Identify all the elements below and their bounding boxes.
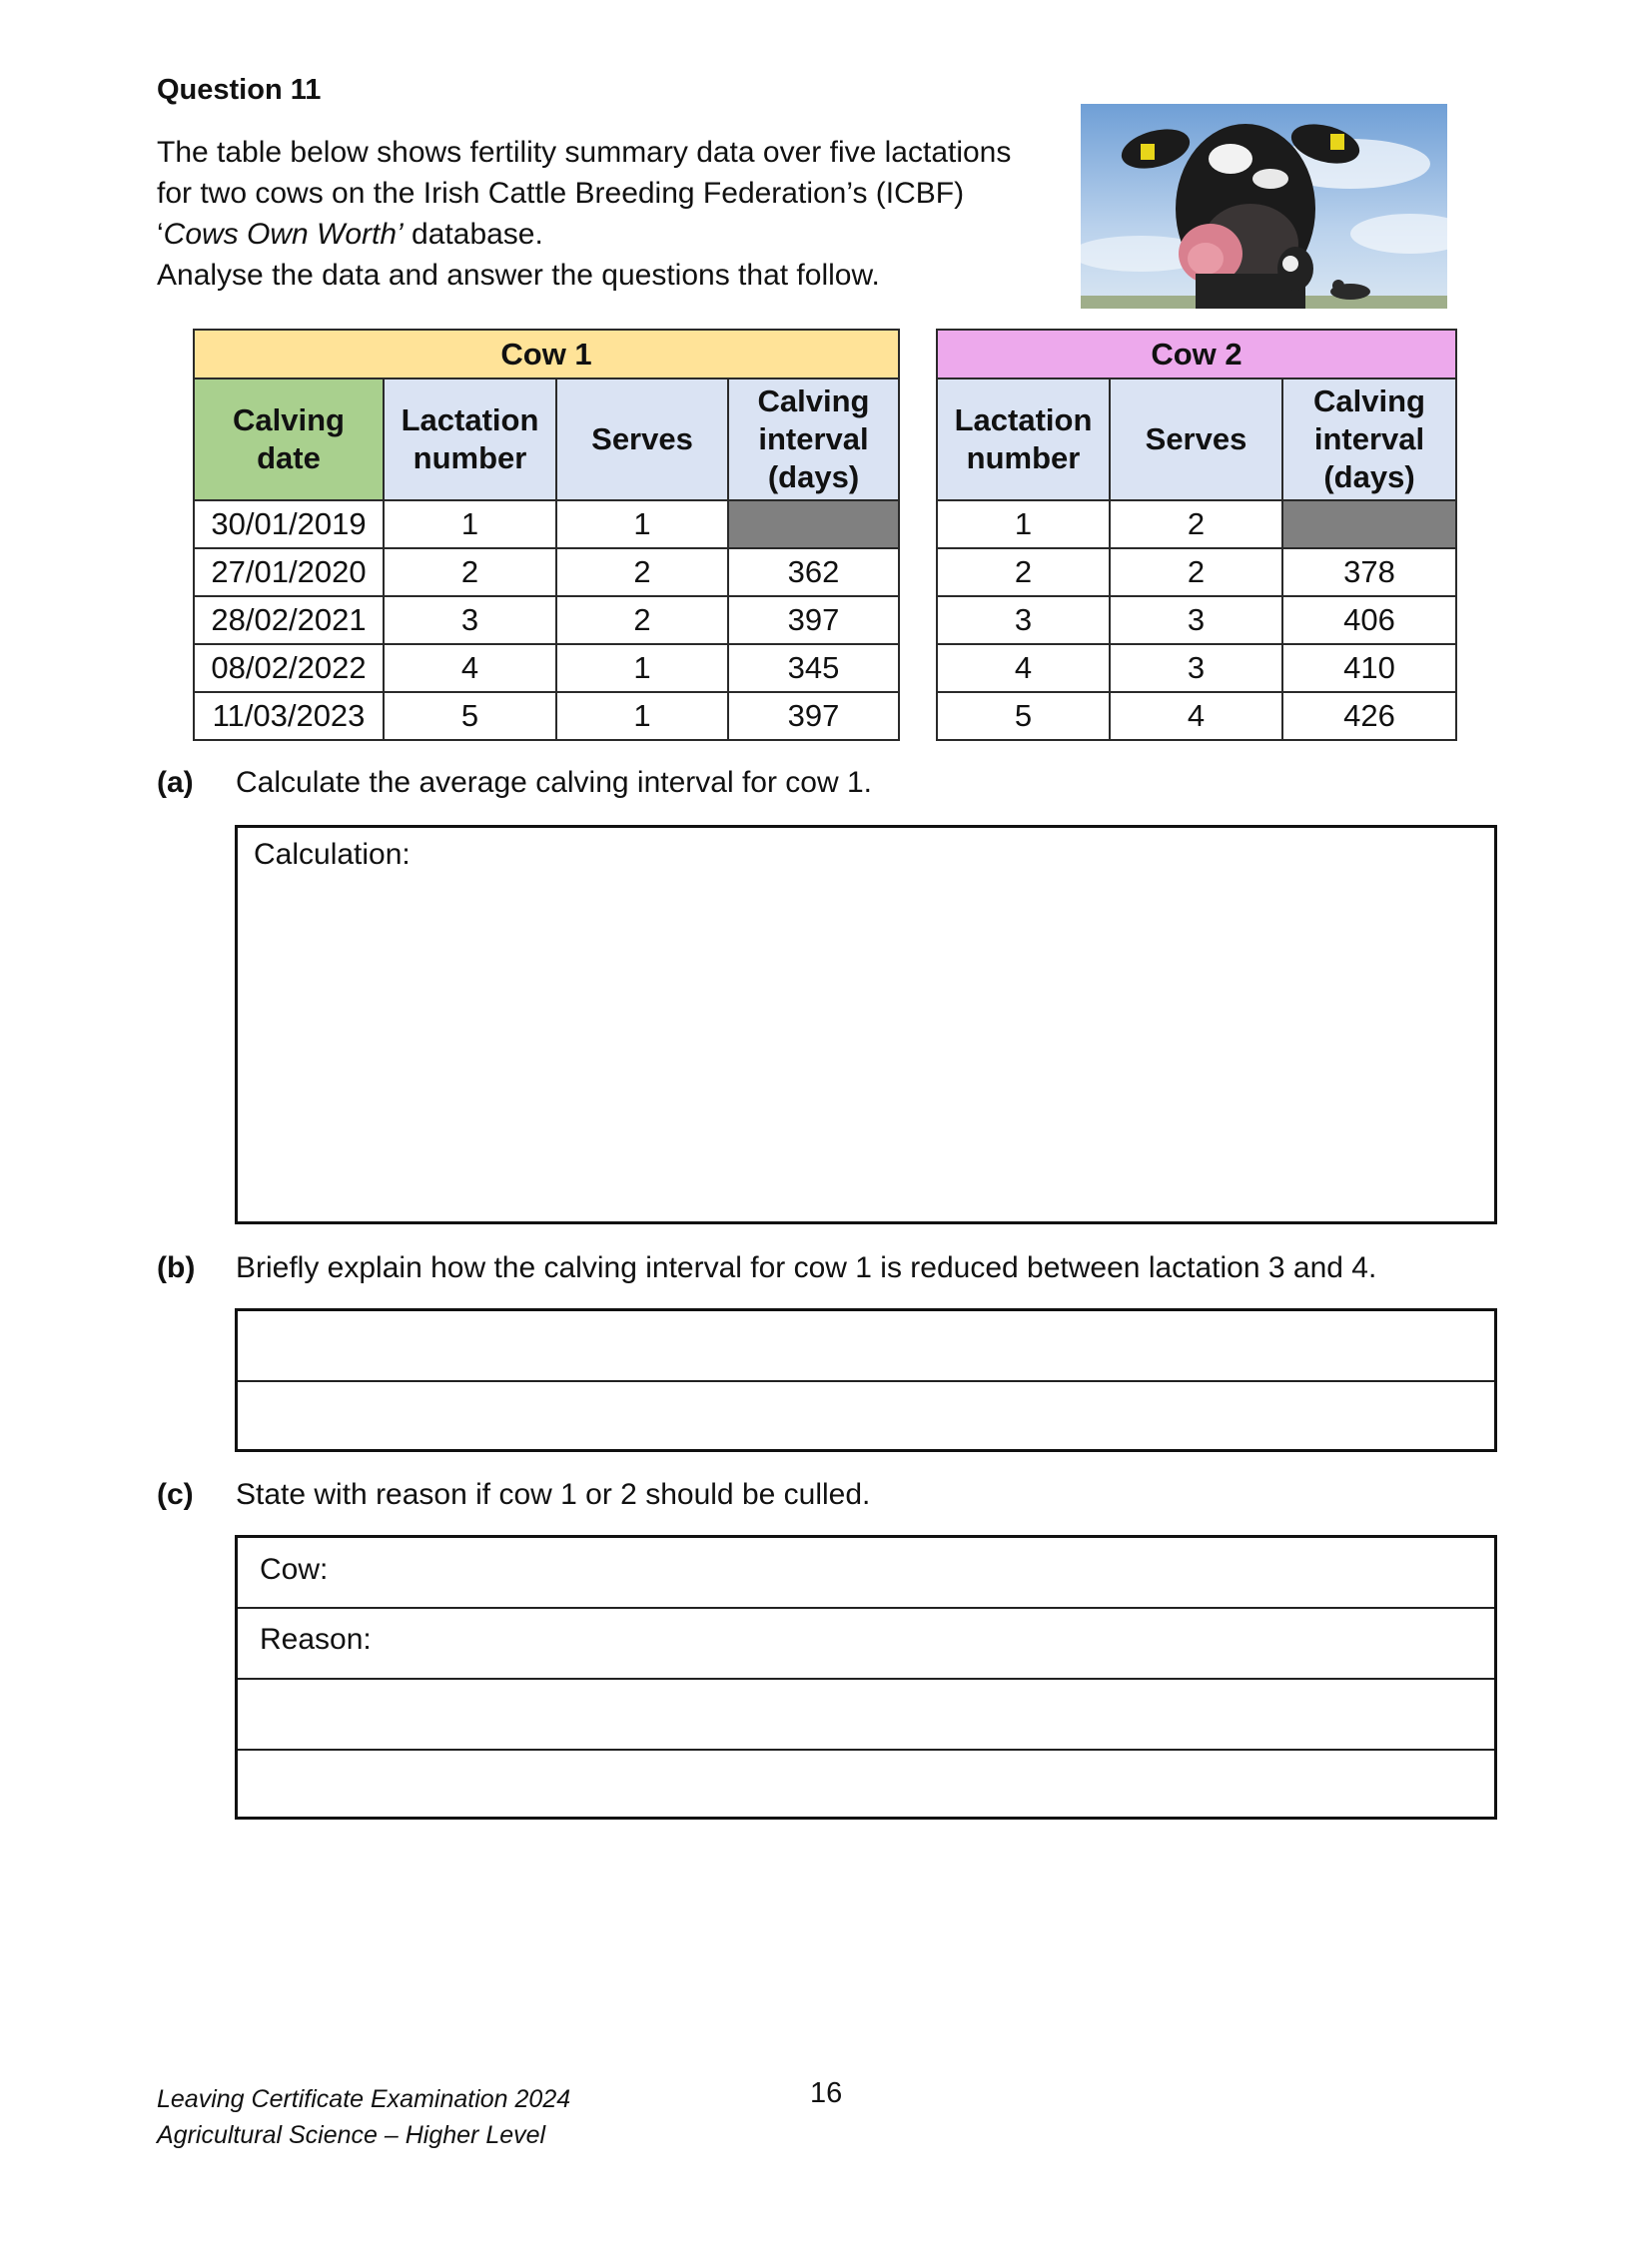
- question-intro: [157, 132, 1076, 296]
- serves-cell: 1: [556, 692, 728, 740]
- serves-cell: 2: [1110, 500, 1282, 548]
- interval-cell: 410: [1282, 644, 1456, 692]
- interval-cell: 362: [728, 548, 899, 596]
- header-calving-interval: Calving interval (days): [728, 378, 899, 500]
- intro-line-1: The table below shows fertility summary data over five lactations: [157, 136, 1012, 169]
- interval-cell: 378: [1282, 548, 1456, 596]
- cow1-title: Cow 1: [194, 330, 899, 378]
- answer-line: [238, 1749, 1494, 1751]
- intro-line-4: Analyse the data and answer the questions that follow.: [157, 259, 880, 292]
- table-row: [194, 500, 899, 548]
- cow2-title: Cow 2: [937, 330, 1456, 378]
- interval-cell: 397: [728, 692, 899, 740]
- table-row: [194, 644, 899, 692]
- part-b-question: Briefly explain how the calving interval for cow 1 is reduced between lactation 3 and 4.: [236, 1251, 1377, 1284]
- serves-cell: 4: [1110, 692, 1282, 740]
- lactation-cell: 1: [937, 500, 1110, 548]
- table-row: [937, 692, 1456, 740]
- lactation-cell: 5: [937, 692, 1110, 740]
- reason-answer-label: Reason:: [260, 1623, 372, 1656]
- part-a-label: (a): [157, 766, 194, 799]
- question-title: Question 11: [157, 74, 322, 106]
- part-c-question: State with reason if cow 1 or 2 should be culled.: [236, 1478, 871, 1511]
- serves-cell: 2: [1110, 548, 1282, 596]
- database-name: Cows Own Worth’: [163, 218, 404, 251]
- interval-cell: 406: [1282, 596, 1456, 644]
- interval-cell: 345: [728, 644, 899, 692]
- interval-cell-empty: [728, 500, 899, 548]
- serves-cell: 3: [1110, 596, 1282, 644]
- calving-date-cell: 27/01/2020: [194, 548, 384, 596]
- part-b-label: (b): [157, 1251, 196, 1284]
- cow-photo: [1081, 104, 1447, 309]
- footer-exam: Leaving Certificate Examination 2024: [157, 2085, 571, 2113]
- calculation-answer-box[interactable]: [235, 825, 1497, 1224]
- lactation-cell: 4: [384, 644, 556, 692]
- intro-line-3: ‘Cows Own Worth’ database.: [157, 218, 543, 251]
- header-serves: Serves: [1110, 378, 1282, 500]
- serves-cell: 2: [556, 596, 728, 644]
- table-row: [937, 644, 1456, 692]
- answer-line: [238, 1380, 1494, 1382]
- answer-line: [238, 1678, 1494, 1680]
- calving-date-cell: 30/01/2019: [194, 500, 384, 548]
- lactation-cell: 2: [384, 548, 556, 596]
- explanation-answer-box[interactable]: [235, 1308, 1497, 1452]
- calving-date-cell: 28/02/2021: [194, 596, 384, 644]
- serves-cell: 1: [556, 644, 728, 692]
- serves-cell: 1: [556, 500, 728, 548]
- header-lactation-number: Lactation number: [384, 378, 556, 500]
- calving-date-cell: 08/02/2022: [194, 644, 384, 692]
- answer-line: [238, 1607, 1494, 1609]
- part-a-question: Calculate the average calving interval for cow 1.: [236, 766, 873, 799]
- lactation-cell: 4: [937, 644, 1110, 692]
- cow1-table: [193, 329, 900, 741]
- calculation-label: Calculation:: [254, 838, 411, 871]
- footer: [157, 2081, 570, 2153]
- part-c-label: (c): [157, 1478, 194, 1511]
- table-row: [937, 548, 1456, 596]
- cow-answer-label: Cow:: [260, 1553, 329, 1586]
- page-number: 16: [810, 2077, 843, 2109]
- table-row: [937, 500, 1456, 548]
- table-row: [194, 692, 899, 740]
- lactation-cell: 3: [384, 596, 556, 644]
- interval-cell: 426: [1282, 692, 1456, 740]
- serves-cell: 2: [556, 548, 728, 596]
- header-calving-interval: Calving interval (days): [1282, 378, 1456, 500]
- header-serves: Serves: [556, 378, 728, 500]
- interval-cell: 397: [728, 596, 899, 644]
- lactation-cell: 1: [384, 500, 556, 548]
- cull-answer-box[interactable]: [235, 1535, 1497, 1820]
- header-calving-date: Calving date: [194, 378, 384, 500]
- header-lactation-number: Lactation number: [937, 378, 1110, 500]
- table-row: [194, 596, 899, 644]
- table-row: [194, 548, 899, 596]
- cow2-table: [936, 329, 1457, 741]
- lactation-cell: 3: [937, 596, 1110, 644]
- calving-date-cell: 11/03/2023: [194, 692, 384, 740]
- intro-line-2: for two cows on the Irish Cattle Breeding Federation’s (ICBF): [157, 177, 965, 210]
- lactation-cell: 2: [937, 548, 1110, 596]
- footer-subject: Agricultural Science – Higher Level: [157, 2121, 546, 2149]
- table-row: [937, 596, 1456, 644]
- interval-cell-empty: [1282, 500, 1456, 548]
- lactation-cell: 5: [384, 692, 556, 740]
- serves-cell: 3: [1110, 644, 1282, 692]
